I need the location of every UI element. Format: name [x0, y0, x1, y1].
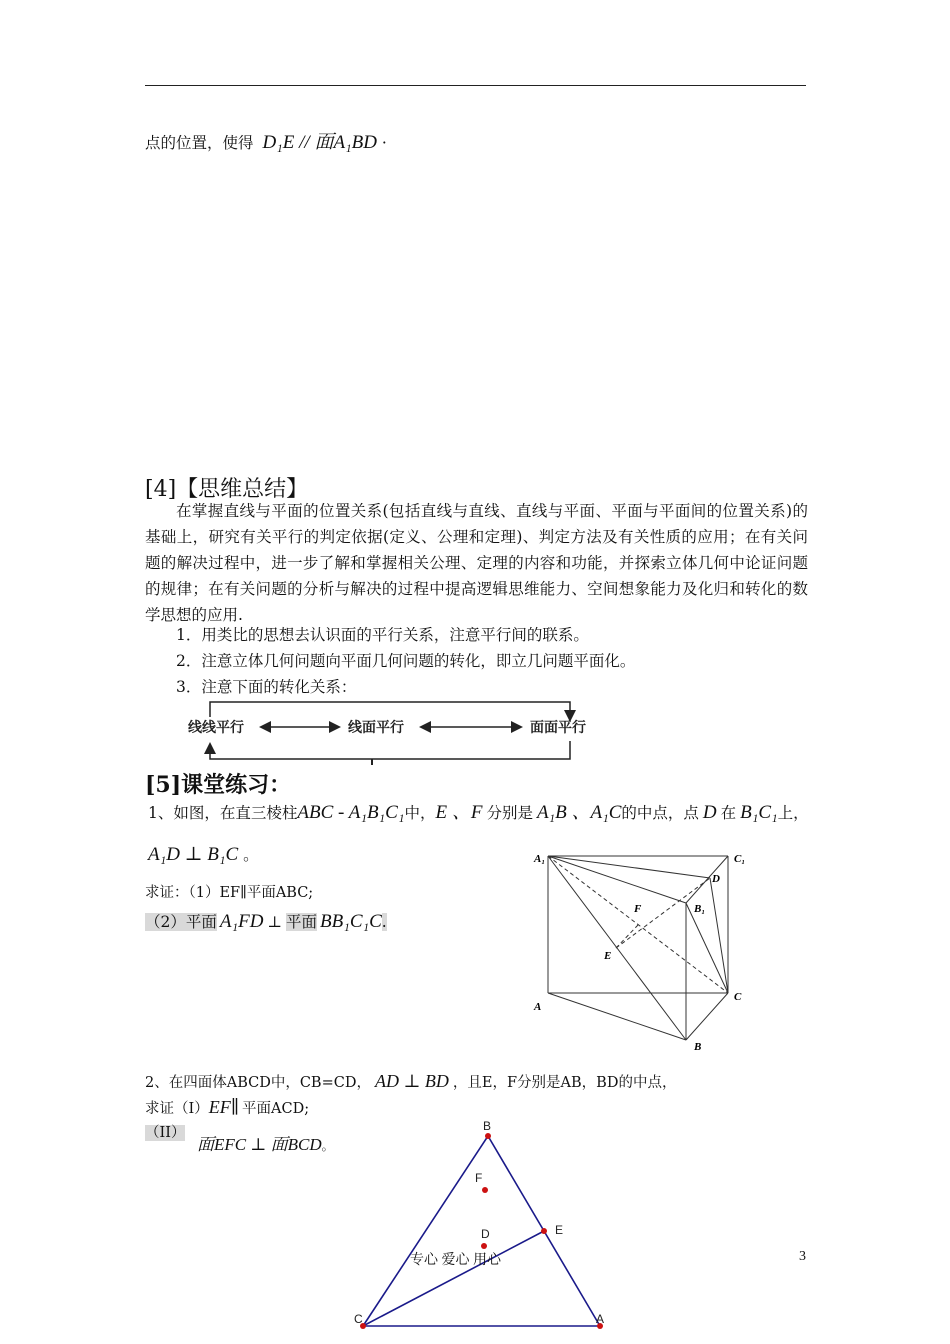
problem1-prove2-end: .: [381, 913, 387, 931]
label-c: C: [734, 991, 742, 1003]
label-b1: B₁: [694, 903, 706, 915]
section4-paragraph: 在掌握直线与平面的位置关系(包括直线与直线、直线与平面、平面与平面间的位置关系)的基础上，研究有关平行的判定依据(定义、公理和定理)、判定方法及有关性质的应用；在有关问题的解决过程中，进一步了解和掌握相关公理、定理的内容和功能，并探索立体几何中论证问题的规律；在有关问题的分析与解决的过程中提高逻辑思维能力、空间想象能力及化归和转化的数学思想的应用.: [145, 502, 808, 624]
problem1-mid4: 在: [720, 804, 737, 822]
diagram-middle-label: 线面平行: [348, 719, 404, 735]
diagram-right-label: 面面平行: [530, 719, 586, 735]
label-b: B: [694, 1041, 702, 1053]
diagram-left-label: 线线平行: [188, 719, 244, 735]
problem2-prove2-formula: 面EFC ⊥ 面BCD: [197, 1135, 322, 1154]
bottom-loop-arrow: [210, 741, 570, 759]
label2-a: A: [596, 1312, 605, 1326]
top-line-formula: D₁E // 面A₁BD: [262, 132, 377, 153]
label-d: D: [712, 873, 720, 885]
label2-e: E: [555, 1223, 564, 1237]
problem1-mid2: 分别是: [486, 804, 533, 822]
problem1-mid3: 的中点，点: [621, 804, 699, 822]
conversion-diagram: [180, 697, 610, 765]
tetrahedron-figure: [350, 1118, 620, 1344]
problem2-prove1-suffix: 平面ACD;: [242, 1101, 310, 1117]
top-line-text: 点的位置，使得: [145, 134, 254, 152]
section4-item-3: 3．注意下面的转化关系：: [176, 678, 357, 696]
problem2-prove1: [145, 1094, 309, 1122]
problem2-prove1-prefix: 求证（I）: [145, 1101, 209, 1117]
problem1-prefix: 1、如图，在直三棱柱: [148, 804, 298, 822]
problem2-prove2-end: 。: [321, 1139, 334, 1153]
point-f: [482, 1187, 488, 1193]
section5-heading: [5]课堂练习：: [145, 772, 292, 798]
problem1-d: D: [702, 802, 717, 823]
top-loop-arrow: [210, 702, 570, 719]
problem1-line1: [148, 800, 809, 826]
problem1-b1c1: B₁C₁: [740, 802, 778, 823]
problem2-prove2-prefix: （II）: [145, 1125, 186, 1141]
problem1-prove2-a: A₁FD: [219, 911, 264, 932]
problem2-prove1-formula: EF∥: [208, 1097, 240, 1117]
label2-f: F: [475, 1171, 483, 1185]
label2-d: D: [481, 1227, 490, 1241]
label-a: A: [534, 1001, 542, 1013]
problem2-line1: [145, 1068, 676, 1096]
label-c1: C₁: [734, 853, 746, 865]
label2-b: B: [483, 1119, 492, 1133]
problem1-end: 上，: [777, 804, 809, 822]
problem1-prove2-prefix: （2）平面: [145, 913, 217, 931]
point-b: [485, 1133, 491, 1139]
prism-figure: [528, 848, 758, 1058]
problem2-prove2: [197, 1132, 334, 1159]
problem1-prove2-b: BB₁C₁C: [320, 911, 382, 932]
label-f: F: [634, 903, 642, 915]
problem1-condition-end: 。: [243, 846, 259, 864]
problem1-prove2-perp: ⊥: [267, 913, 282, 931]
problem1-condition: [148, 842, 259, 868]
problem2-suffix: ，且E，F分别是AB，BD的中点，: [452, 1075, 677, 1091]
point-e: [541, 1228, 547, 1234]
problem1-segs: A₁B 、A₁C: [536, 802, 622, 823]
page-number: 3: [799, 1249, 806, 1264]
problem1-mid1: 中，: [404, 804, 436, 822]
footer-motto: 专心 爱心 用心: [410, 1253, 501, 1268]
problem2-prove2-prefix-wrap: [145, 1120, 185, 1146]
label-a1: A₁: [534, 853, 546, 865]
problem2-prefix: 2、在四面体ABCD中，CB=CD，: [145, 1075, 371, 1091]
problem1-prism: ABC - A₁B₁C₁: [297, 802, 405, 823]
problem1-prove2: [145, 909, 387, 935]
problem2-cond: AD ⊥ BD: [374, 1071, 449, 1091]
problem1-prove1: 求证：（1）EF∥平面ABC;: [145, 885, 314, 901]
top-line: [145, 130, 387, 156]
label-e: E: [604, 950, 612, 962]
section4-item-2: 2．注意立体几何问题向平面几何问题的转化，即立几问题平面化。: [176, 652, 636, 670]
problem1-condition-formula: A₁D ⊥ B₁C: [148, 844, 239, 865]
problem1-prove2-mid: 平面: [286, 913, 318, 931]
top-line-trailing: ·: [381, 134, 387, 152]
label2-c: C: [354, 1312, 363, 1326]
section4-item-1: 1．用类比的思想去认识面的平行关系，注意平行间的联系。: [176, 626, 589, 644]
problem1-ef: E 、F: [435, 802, 483, 823]
section4-heading: [4]【思维总结】: [145, 477, 309, 502]
header-rule: [145, 85, 806, 86]
